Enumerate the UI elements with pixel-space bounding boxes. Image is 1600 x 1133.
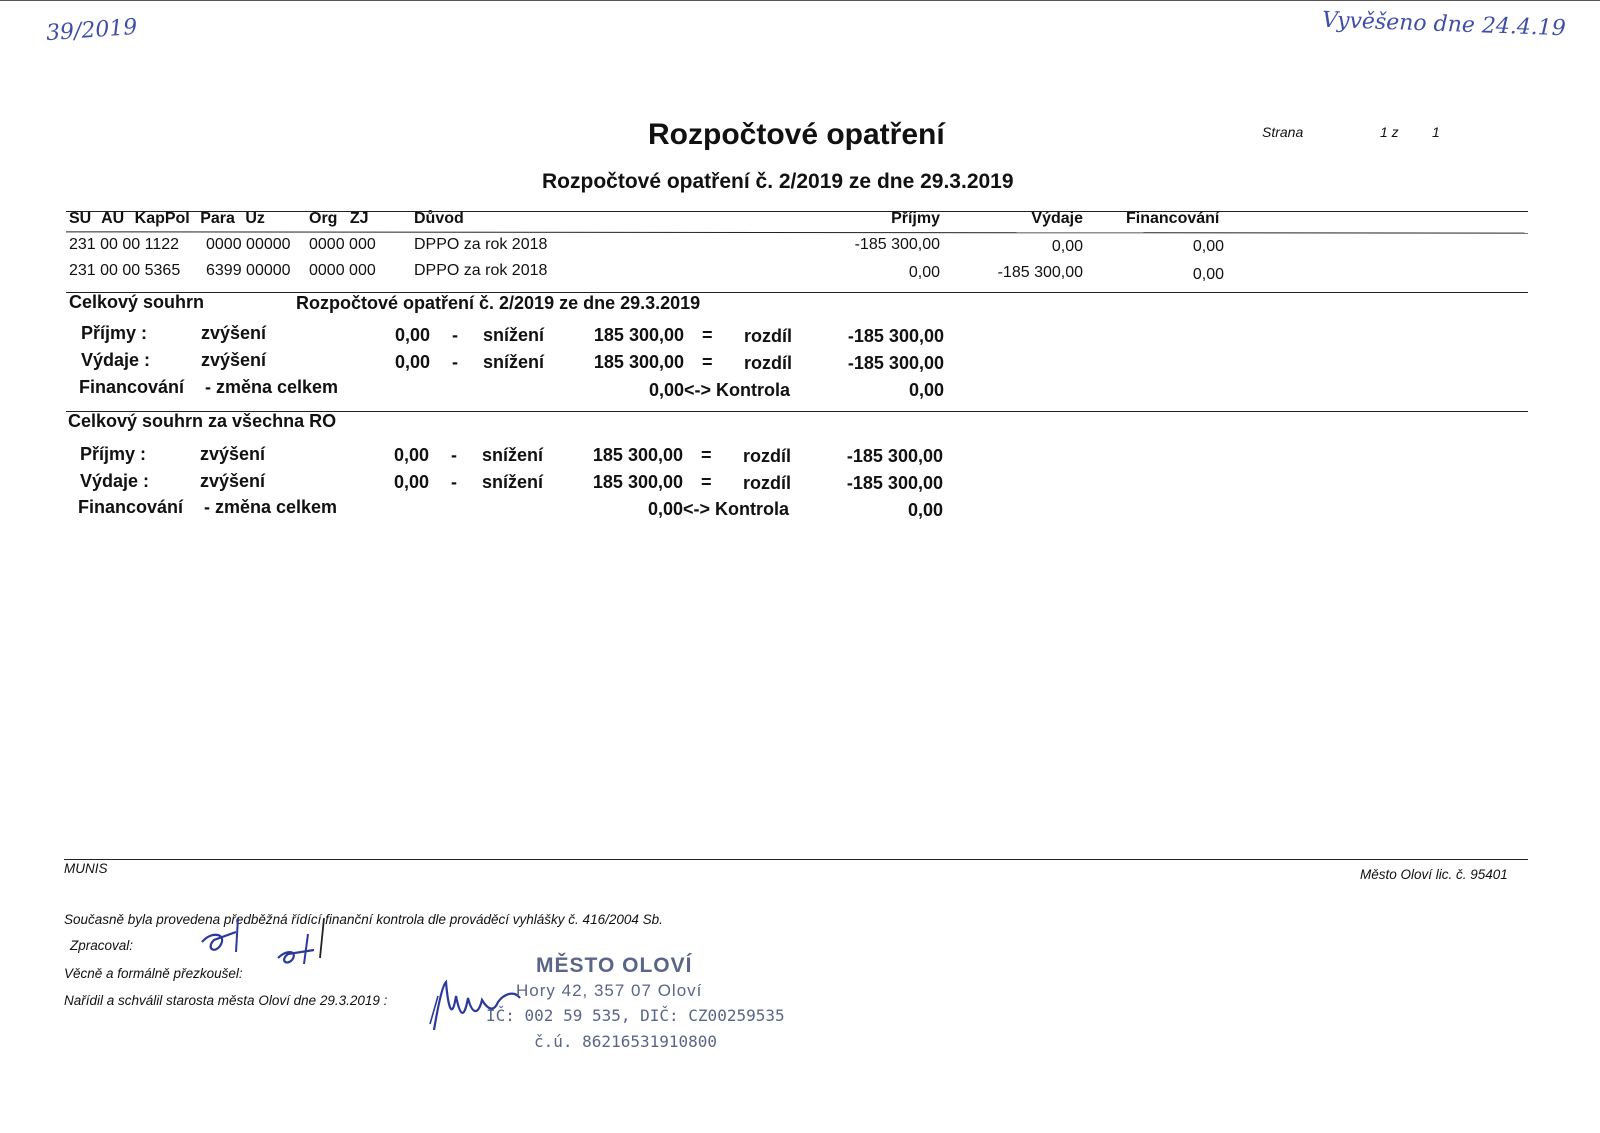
page-label: Strana	[1262, 124, 1304, 140]
summary-expenses-difference-label: rozdíl	[744, 353, 792, 373]
row-para-uz: 6399 00000	[206, 262, 291, 279]
summary-all-income-decrease-label: snížení	[482, 445, 544, 465]
summary-all-income-increase-label: zvýšení	[200, 444, 266, 464]
handwritten-posted-note: Vyvěšeno dne 24.4.19	[1321, 7, 1567, 42]
summary-expenses-difference: -185 300,00	[847, 353, 944, 373]
signature-prepared	[198, 912, 258, 960]
scan-top-edge	[0, 0, 1600, 1]
summary-all-financing-control: 0,00	[907, 500, 943, 520]
summary-expenses-decrease-label: snížení	[483, 352, 545, 372]
footer-license: Město Oloví lic. č. 95401	[1360, 867, 1508, 882]
summary-all-financing-label: Financování	[78, 497, 184, 517]
row-expenses: 0,00	[1051, 238, 1083, 255]
handwritten-ref-number: 39/2019	[45, 14, 139, 47]
summary-financing-control: 0,00	[908, 380, 944, 400]
summary-income-increase-label: zvýšení	[201, 323, 267, 343]
summary-all-expenses-increase: 0,00	[393, 472, 429, 492]
summary-all-financing-change: 0,00	[647, 499, 683, 519]
col-income: Příjmy	[891, 210, 940, 227]
row-org-zj: 0000 000	[309, 262, 376, 279]
summary-income-label: Příjmy :	[81, 323, 148, 343]
summary-all-expenses-label: Výdaje :	[80, 471, 150, 491]
summary-top-rule	[66, 292, 1528, 293]
summary-all-expenses-difference: -185 300,00	[846, 473, 943, 493]
summary-expenses-increase-label: zvýšení	[201, 350, 267, 370]
summary-all-income-increase: 0,00	[393, 445, 429, 465]
summary-all-expenses-difference-label: rozdíl	[743, 473, 791, 493]
summary-expenses-decrease: 185 300,00	[593, 352, 684, 372]
summary-all-expenses-decrease-label: snížení	[482, 472, 544, 492]
summary-expenses-equals: =	[702, 352, 713, 372]
row-income: 0,00	[908, 264, 940, 281]
signature-reviewed	[274, 912, 344, 968]
row-reason: DPPO za rok 2018	[414, 236, 548, 253]
page-of: 1 z	[1380, 124, 1399, 140]
row-codes: 231 00 00 1122	[69, 236, 180, 253]
stamp-name: MĚSTO OLOVÍ	[536, 954, 693, 977]
row-financing: 0,00	[1192, 266, 1224, 283]
summary-income-difference-label: rozdíl	[744, 326, 792, 346]
page-total: 1	[1432, 124, 1440, 140]
table-header-rule	[66, 231, 1528, 233]
row-expenses: -185 300,00	[997, 264, 1083, 281]
stamp-address: Hory 42, 357 07 Oloví	[516, 981, 703, 1000]
col-reason: Důvod	[414, 210, 464, 227]
col-expenses: Výdaje	[1031, 210, 1083, 227]
summary-all-income-difference: -185 300,00	[846, 446, 943, 466]
footer-approved-by: Nařídil a schválil starosta města Oloví dne 29.3.2019 :	[64, 993, 388, 1008]
summary-all-income-difference-label: rozdíl	[743, 446, 791, 466]
stamp-ids: IČ: 002 59 535, DIČ: CZ00259535	[486, 1006, 785, 1025]
page-subtitle: Rozpočtové opatření č. 2/2019 ze dne 29.3.2019	[542, 170, 1014, 193]
summary-all-title: Celkový souhrn za všechna RO	[68, 411, 337, 431]
footer-reviewed-by: Věcně a formálně přezkoušel:	[64, 966, 243, 981]
summary-income-decrease: 185 300,00	[593, 325, 684, 345]
footer-software: MUNIS	[64, 861, 108, 876]
summary-income-difference: -185 300,00	[847, 326, 944, 346]
row-para-uz: 0000 00000	[206, 236, 291, 253]
row-reason: DPPO za rok 2018	[414, 262, 548, 279]
col-org-zj: Org ZJ	[309, 210, 369, 227]
summary-control-label: <-> Kontrola	[684, 380, 791, 400]
row-org-zj: 0000 000	[309, 236, 376, 253]
summary-title: Celkový souhrn	[69, 292, 205, 312]
summary-financing-change-label: - změna celkem	[205, 377, 339, 397]
summary-expenses-minus: -	[452, 352, 458, 372]
summary-all-income-decrease: 185 300,00	[592, 445, 683, 465]
page-title: Rozpočtové opatření	[648, 118, 945, 151]
summary-all-income-equals: =	[701, 445, 712, 465]
summary-income-minus: -	[452, 325, 458, 345]
summary-all-expenses-decrease: 185 300,00	[592, 472, 683, 492]
summary-financing-label: Financování	[79, 377, 185, 397]
summary-all-expenses-increase-label: zvýšení	[200, 471, 266, 491]
row-codes: 231 00 00 5365	[69, 262, 181, 279]
summary-all-control-label: <-> Kontrola	[683, 499, 790, 519]
summary-expenses-increase: 0,00	[394, 352, 430, 372]
summary-all-expenses-equals: =	[701, 472, 712, 492]
summary-all-expenses-minus: -	[451, 472, 457, 492]
summary-expenses-label: Výdaje :	[81, 350, 151, 370]
summary-income-equals: =	[702, 325, 713, 345]
summary-income-decrease-label: snížení	[483, 325, 545, 345]
row-income: -185 300,00	[854, 236, 940, 253]
summary-financing-change: 0,00	[648, 380, 684, 400]
summary-all-financing-change-label: - změna celkem	[204, 497, 338, 517]
summary-all-income-minus: -	[451, 445, 457, 465]
summary-measure: Rozpočtové opatření č. 2/2019 ze dne 29.3.2019	[296, 293, 701, 313]
row-financing: 0,00	[1192, 238, 1224, 255]
table-top-rule	[66, 211, 1528, 212]
summary-all-income-label: Příjmy :	[80, 444, 147, 464]
col-financing: Financování	[1126, 210, 1220, 227]
stamp-account: č.ú. 86216531910800	[534, 1032, 718, 1051]
footer-control-note: Současně byla provedena předběžná řídící finanční kontrola dle prováděcí vyhlášky č. 416/2004 Sb.	[64, 912, 663, 927]
footer-prepared-by: Zpracoval:	[70, 938, 134, 953]
col-codes: SU AU KapPol Para Uz	[69, 210, 265, 227]
footer-rule	[64, 859, 1528, 860]
summary-income-increase: 0,00	[394, 325, 430, 345]
